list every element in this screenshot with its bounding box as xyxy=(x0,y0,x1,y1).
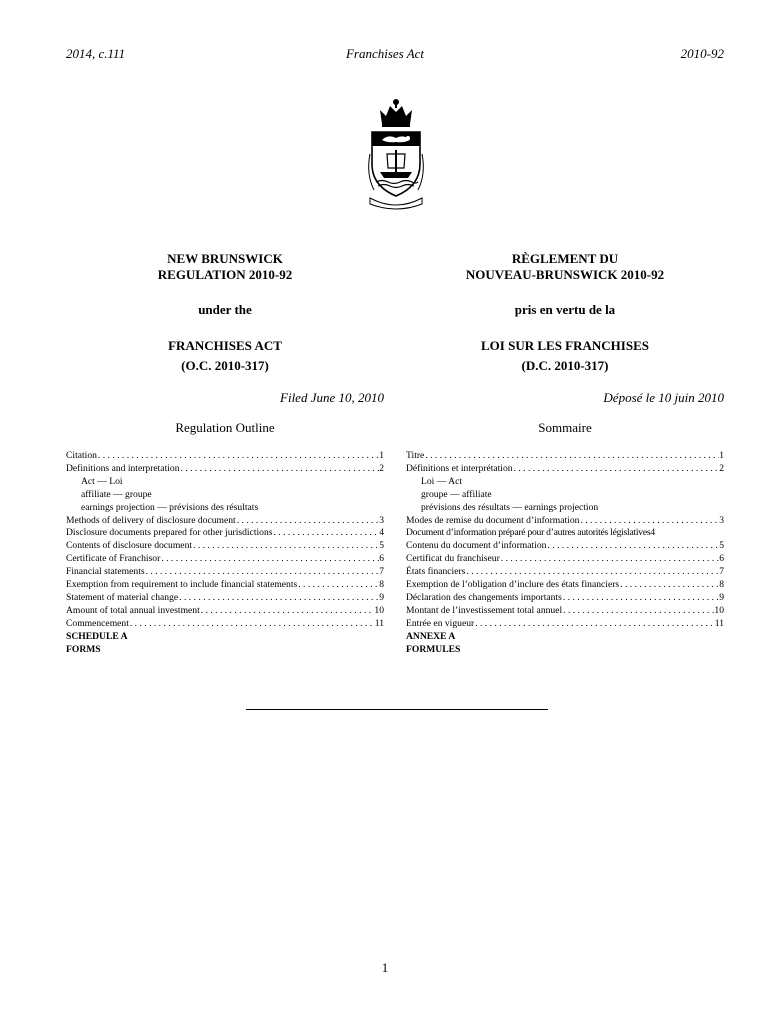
english-filed-date: Filed June 10, 2010 xyxy=(280,390,384,405)
toc-formules[interactable]: FORMULES xyxy=(406,643,461,655)
french-filed-date: Déposé le 10 juin 2010 xyxy=(603,390,724,405)
french-order-in-council: (D.C. 2010-317) xyxy=(521,358,609,373)
toc-entry[interactable]: Contents of disclosure document . . . 5 xyxy=(66,540,384,553)
english-outline-title: Regulation Outline xyxy=(175,420,275,435)
toc-entry[interactable]: Titre . . . 1 xyxy=(406,450,724,463)
header-act-title: Franchises Act xyxy=(345,46,425,61)
toc-forms[interactable]: FORMS xyxy=(66,643,101,655)
toc-entry[interactable]: Document d’information préparé pour d’autres autorités législatives 4 xyxy=(406,527,656,539)
coat-of-arms-icon xyxy=(364,94,428,212)
toc-entry[interactable]: Entrée en vigueur . . . 11 xyxy=(406,618,724,631)
french-title-block xyxy=(406,251,724,283)
english-under-the: under the xyxy=(198,302,252,317)
page-number: 1 xyxy=(381,960,389,975)
toc-subentry: affiliate — groupe xyxy=(81,488,152,500)
toc-entry[interactable]: Définitions et interprétation . . . 2 xyxy=(406,463,724,476)
toc-entry[interactable]: États financiers . . . 7 xyxy=(406,566,724,579)
english-act-block xyxy=(66,338,384,374)
french-act-block xyxy=(406,338,724,374)
french-act-name: LOI SUR LES FRANCHISES xyxy=(481,338,649,353)
english-act-name: FRANCHISES ACT xyxy=(168,338,282,353)
toc-subentry: Loi — Act xyxy=(421,475,463,487)
toc-subentry: earnings projection — prévisions des résultats xyxy=(81,501,259,513)
english-title-line2: REGULATION 2010-92 xyxy=(157,267,293,282)
header-citation: 2014, c.111 xyxy=(66,46,126,61)
toc-entry[interactable]: Exemption from requirement to include financial statements . . . 8 xyxy=(66,579,384,592)
toc-entry[interactable]: Modes de remise du document d’information . . . 3 xyxy=(406,515,724,528)
section-divider xyxy=(246,709,548,710)
toc-annexe-a[interactable]: ANNEXE A xyxy=(406,630,456,642)
english-title-block xyxy=(66,251,384,283)
toc-entry[interactable]: Definitions and interpretation . . . 2 xyxy=(66,463,384,476)
toc-subentry: Act — Loi xyxy=(81,475,123,487)
english-order-in-council: (O.C. 2010-317) xyxy=(181,358,269,373)
toc-entry[interactable]: Methods of delivery of disclosure document . . . 3 xyxy=(66,515,384,528)
english-table-of-contents xyxy=(66,450,384,657)
french-under-the: pris en vertu de la xyxy=(514,302,616,317)
french-title-line2: NOUVEAU-BRUNSWICK 2010-92 xyxy=(465,267,665,282)
toc-entry[interactable]: Exemption de l’obligation d’inclure des états financiers . . . 8 xyxy=(406,579,724,592)
toc-entry[interactable]: Statement of material change . . . 9 xyxy=(66,592,384,605)
toc-subentry: groupe — affiliate xyxy=(421,488,492,500)
toc-entry[interactable]: Certificat du franchiseur . . . 6 xyxy=(406,553,724,566)
toc-entry[interactable]: Déclaration des changements importants . . . 9 xyxy=(406,592,724,605)
toc-entry[interactable]: Contenu du document d’information . . . 5 xyxy=(406,540,724,553)
header-regulation-number: 2010-92 xyxy=(680,46,724,61)
toc-subentry: prévisions des résultats — earnings projection xyxy=(421,501,599,513)
toc-entry[interactable]: Financial statements . . . 7 xyxy=(66,566,384,579)
english-title-line1: NEW BRUNSWICK xyxy=(167,251,283,266)
french-table-of-contents xyxy=(406,450,724,657)
toc-schedule-a[interactable]: SCHEDULE A xyxy=(66,630,128,642)
toc-entry[interactable]: Montant de l’investissement total annuel . . . 10 xyxy=(406,605,724,618)
toc-entry[interactable]: Amount of total annual investment . . . 10 xyxy=(66,605,384,618)
toc-entry[interactable]: Citation . . . 1 xyxy=(66,450,384,463)
toc-entry[interactable]: Certificate of Franchisor . . . 6 xyxy=(66,553,384,566)
toc-entry[interactable]: Disclosure documents prepared for other jurisdictions . . . 4 xyxy=(66,527,384,540)
toc-entry[interactable]: Commencement . . . 11 xyxy=(66,618,384,631)
french-title-line1: RÈGLEMENT DU xyxy=(511,251,619,266)
french-outline-title: Sommaire xyxy=(538,420,592,435)
